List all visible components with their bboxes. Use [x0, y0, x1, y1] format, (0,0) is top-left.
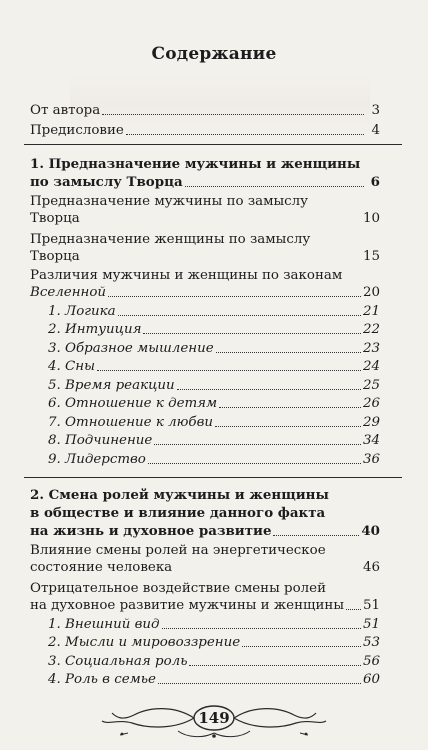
- toc-entry-label: 1. Внешний вид: [48, 616, 160, 632]
- toc-entry-label: 6. Отношение к детям: [48, 396, 218, 411]
- subsection-list: [30, 616, 380, 689]
- toc-entry-page: 25: [362, 377, 380, 393]
- toc-entry-label: 9. Лидерство: [48, 451, 146, 467]
- toc-entry-label: состояние человека: [30, 560, 173, 575]
- toc-entry-page: 40: [361, 523, 380, 539]
- toc-section-2: [30, 487, 380, 688]
- toc-entry-page: 23: [362, 340, 380, 356]
- toc-subentry: [30, 395, 380, 412]
- toc-subentry: [30, 358, 380, 375]
- toc-entry-label: Предназначение женщины по замыслу: [30, 232, 311, 247]
- toc-entry-label: 8. Подчинение: [48, 433, 153, 448]
- toc-subentry: [30, 671, 380, 688]
- section-heading: на жизнь и духовное развитие: [30, 523, 272, 539]
- toc-entry-page: 15: [362, 249, 380, 264]
- toc-subentry: [30, 321, 380, 338]
- toc-entry-label: на духовное развитие мужчины и женщины: [30, 598, 344, 613]
- toc-subentry: [30, 432, 380, 449]
- toc-entry-label: Предназначение мужчины по замыслу: [30, 194, 309, 209]
- leader-space: [82, 260, 361, 261]
- leader-dots: [189, 664, 360, 666]
- toc-subentry: [30, 303, 380, 320]
- toc-entry: [30, 248, 380, 265]
- toc-entry: [30, 523, 380, 540]
- leader-dots: [185, 185, 364, 187]
- leader-dots: [97, 369, 361, 371]
- toc-entry-page: 22: [362, 322, 380, 337]
- toc-entry-label: Вселенной: [30, 285, 107, 300]
- leader-dots: [177, 388, 361, 390]
- toc-entry-label: 4. Сны: [48, 359, 96, 374]
- toc-entry-page: 26: [362, 396, 380, 411]
- section-heading: в обществе и влияние данного факта: [30, 505, 326, 521]
- toc-entry: [30, 559, 380, 576]
- leader-space: [174, 571, 361, 572]
- toc-entry-label: От автора: [30, 103, 101, 118]
- leader-dots: [273, 534, 359, 536]
- toc-entry-label: Различия мужчины и женщины по законам: [30, 268, 343, 283]
- toc-entry-page: 24: [362, 359, 380, 374]
- toc-entry-label: 2. Мысли и мировоззрение: [48, 635, 241, 650]
- toc-entry-label: 7. Отношение к любви: [48, 414, 213, 430]
- leader-dots: [346, 608, 361, 610]
- toc-entry-page: 60: [362, 672, 380, 687]
- toc-entry-label: Влияние смены ролей на энергетическое: [30, 543, 326, 558]
- toc-entry-page: 51: [362, 598, 380, 613]
- toc-entry: [30, 174, 380, 191]
- toc-entry-label: Отрицательное воздействие смены ролей: [30, 581, 326, 596]
- toc-entry-page: 36: [362, 451, 380, 467]
- leader-dots: [126, 133, 364, 135]
- toc-entry-label: 4. Роль в семье: [48, 672, 156, 687]
- toc-subentry: [30, 634, 380, 651]
- toc-entry-page: 46: [362, 560, 380, 575]
- toc-intro: [30, 102, 380, 139]
- leader-dots: [154, 443, 361, 445]
- toc-section-1: [30, 156, 380, 468]
- section-divider: [24, 477, 402, 478]
- toc-entry-label: 3. Социальная роль: [48, 653, 188, 669]
- toc-entry-label: 2. Интуиция: [48, 322, 142, 337]
- toc-entry: [30, 122, 380, 139]
- toc-entry: [30, 284, 380, 301]
- toc-entry-page: 34: [362, 433, 380, 448]
- leader-dots: [158, 682, 361, 684]
- toc-entry-label: 5. Время реакции: [48, 377, 175, 393]
- leader-dots: [118, 314, 361, 316]
- page-number: 149: [198, 709, 230, 727]
- leader-space: [82, 222, 361, 223]
- toc-subentry: [30, 340, 380, 357]
- toc-entry-page: 3: [371, 103, 380, 118]
- page-title: Содержание: [151, 44, 277, 64]
- toc-subentry: [30, 653, 380, 670]
- toc-entry-label: 3. Образное мышление: [48, 340, 214, 356]
- toc-entry-page: 4: [371, 123, 380, 138]
- section-heading: по замыслу Творца: [30, 174, 183, 190]
- toc-entry: [30, 210, 380, 227]
- toc-entry-label: 1. Логика: [48, 303, 116, 319]
- section-divider: [24, 144, 402, 145]
- toc-entry-page: 20: [362, 285, 380, 300]
- toc-subentry: [30, 377, 380, 394]
- toc-entry-page: 10: [362, 211, 380, 226]
- leader-dots: [143, 332, 360, 334]
- toc-entry-label: Творца: [30, 249, 80, 264]
- toc-entry: [30, 102, 380, 119]
- toc-entry-label: Творца: [30, 211, 80, 226]
- toc-entry-page: 56: [362, 653, 380, 669]
- toc-subentry: [30, 616, 380, 633]
- section-heading: 1. Предназначение мужчины и женщины: [30, 156, 361, 172]
- toc-entry: [30, 597, 380, 614]
- leader-dots: [215, 425, 361, 427]
- leader-dots: [162, 627, 361, 629]
- toc-subentry: [30, 414, 380, 431]
- toc-entry-page: 51: [362, 616, 380, 632]
- leader-dots: [216, 351, 361, 353]
- toc-entry-page: 6: [370, 174, 380, 190]
- toc-entry-page: 29: [362, 414, 380, 430]
- toc-subentry: [30, 451, 380, 468]
- leader-dots: [148, 462, 361, 464]
- section-heading: 2. Смена ролей мужчины и женщины: [30, 487, 329, 503]
- subsection-list: [30, 303, 380, 468]
- leader-dots: [219, 406, 361, 408]
- toc-entry-label: Предисловие: [30, 123, 124, 138]
- leader-dots: [108, 295, 361, 297]
- leader-dots: [102, 113, 364, 115]
- page-footer-ornament: [94, 703, 334, 743]
- toc-entry-page: 53: [362, 635, 380, 650]
- leader-dots: [242, 645, 361, 647]
- toc-entry-page: 21: [362, 303, 380, 319]
